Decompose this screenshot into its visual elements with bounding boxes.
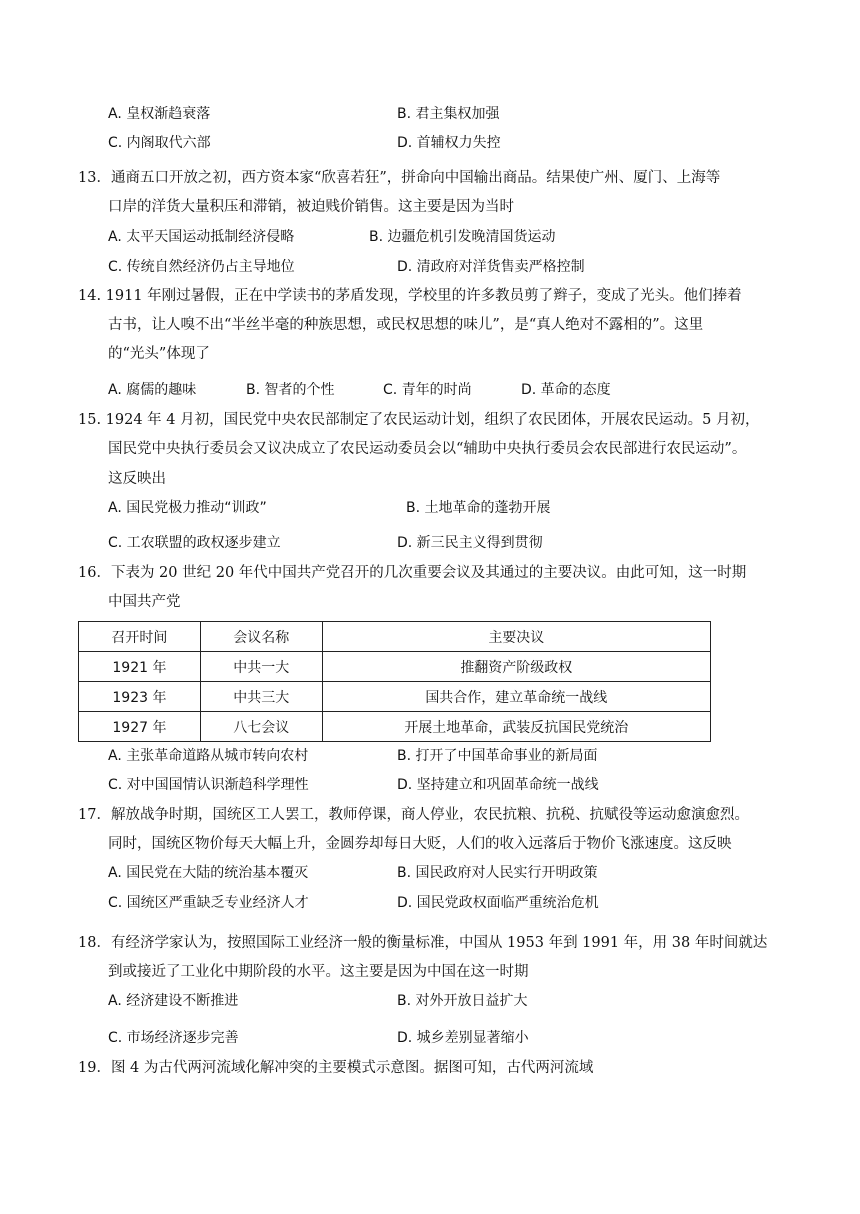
q18-option-b: B. 对外开放日益扩大 xyxy=(397,993,528,1009)
meetings-table xyxy=(78,621,711,742)
q15-stem-line-2: 国民党中央执行委员会又议决成立了农民运动委员会以“辅助中央执行委员会农民部进行农民运动”。 xyxy=(108,441,747,457)
q16-option-d: D. 坚持建立和巩固革命统一战线 xyxy=(397,777,599,793)
q15-option-b: B. 土地革命的蓬勃开展 xyxy=(406,500,551,516)
q12-option-c: C. 内阁取代六部 xyxy=(108,135,211,151)
q12-option-a: A. 皇权渐趋衰落 xyxy=(108,106,211,122)
table-header-row xyxy=(79,622,711,652)
q13-stem-line-1: 13．通商五口开放之初，西方资本家“欣喜若狂”，拼命向中国输出商品。结果使广州、厦门、上海等 xyxy=(78,170,721,186)
table-row xyxy=(79,712,711,742)
q16-stem-line-2: 中国共产党 xyxy=(108,594,181,610)
table-header-cell: 会议名称 xyxy=(200,622,322,652)
q13-option-a: A. 太平天国运动抵制经济侵略 xyxy=(108,229,295,245)
q14-option-b: B. 智者的个性 xyxy=(246,382,335,398)
q14-option-d: D. 革命的态度 xyxy=(521,382,611,398)
table-cell: 1921 年 xyxy=(79,652,201,682)
q14-stem-line-1: 14. 1911 年刚过暑假，正在中学读书的茅盾发现，学校里的许多教员剪了辫子，变成了光头。他们捧着 xyxy=(78,288,742,304)
q14-stem-line-3: 的“光头”体现了 xyxy=(108,346,210,362)
q13-option-c: C. 传统自然经济仍占主导地位 xyxy=(108,259,295,275)
q17-stem-line-1: 17．解放战争时期，国统区工人罢工，教师停课，商人停业，农民抗粮、抗税、抗赋役等运动愈演愈烈。 xyxy=(78,807,749,823)
table-cell: 中共一大 xyxy=(200,652,322,682)
q18-stem-line-2: 到或接近了工业化中期阶段的水平。这主要是因为中国在这一时期 xyxy=(108,964,529,980)
q17-option-a: A. 国民党在大陆的统治基本覆灭 xyxy=(108,865,309,881)
table-cell: 国共合作，建立革命统一战线 xyxy=(322,682,710,712)
table-cell: 1927 年 xyxy=(79,712,201,742)
q17-option-d: D. 国民党政权面临严重统治危机 xyxy=(397,895,599,911)
q15-option-c: C. 工农联盟的政权逐步建立 xyxy=(108,535,281,551)
q14-option-c: C. 青年的时尚 xyxy=(383,382,472,398)
q16-stem-line-1: 16．下表为 20 世纪 20 年代中国共产党召开的几次重要会议及其通过的主要决议。由此可知，这一时期 xyxy=(78,565,747,581)
table-cell: 开展土地革命，武装反抗国民党统治 xyxy=(322,712,710,742)
q14-option-a: A. 腐儒的趣味 xyxy=(108,382,197,398)
q15-stem-line-3: 这反映出 xyxy=(108,471,166,487)
q13-option-d: D. 清政府对洋货售卖严格控制 xyxy=(397,259,585,275)
table-cell: 八七会议 xyxy=(200,712,322,742)
q12-option-d: D. 首辅权力失控 xyxy=(397,135,501,151)
table-cell: 1923 年 xyxy=(79,682,201,712)
table-header-cell: 主要决议 xyxy=(322,622,710,652)
q19-stem-line-1: 19．图 4 为古代两河流域化解冲突的主要模式示意图。据图可知，古代两河流域 xyxy=(78,1060,594,1076)
q17-stem-line-2: 同时，国统区物价每天大幅上升，金圆券却每日大贬，人们的收入远落后于物价飞涨速度。这反映 xyxy=(108,836,732,852)
q15-option-a: A. 国民党极力推动“训政” xyxy=(108,500,267,516)
q13-stem-line-2: 口岸的洋货大量积压和滞销，被迫贱价销售。这主要是因为当时 xyxy=(108,199,514,215)
q17-option-b: B. 国民政府对人民实行开明政策 xyxy=(397,865,598,881)
q16-option-a: A. 主张革命道路从城市转向农村 xyxy=(108,748,309,764)
q18-option-c: C. 市场经济逐步完善 xyxy=(108,1030,239,1046)
table-cell: 中共三大 xyxy=(200,682,322,712)
q17-option-c: C. 国统区严重缺乏专业经济人才 xyxy=(108,895,309,911)
table-row xyxy=(79,682,711,712)
q16-option-b: B. 打开了中国革命事业的新局面 xyxy=(397,748,598,764)
q15-stem-line-1: 15. 1924 年 4 月初，国民党中央农民部制定了农民运动计划，组织了农民团体，开展农民运动。5 月初， xyxy=(78,412,760,428)
q18-stem-line-1: 18．有经济学家认为，按照国际工业经济一般的衡量标准，中国从 1953 年到 1991 年，用 38 年时间就达 xyxy=(78,935,768,951)
q18-option-d: D. 城乡差别显著缩小 xyxy=(397,1030,529,1046)
q15-option-d: D. 新三民主义得到贯彻 xyxy=(397,535,543,551)
table-cell: 推翻资产阶级政权 xyxy=(322,652,710,682)
q13-option-b: B. 边疆危机引发晚清国货运动 xyxy=(369,229,556,245)
q14-stem-line-2: 古书，让人嗅不出“半丝半毫的种族思想，或民权思想的味儿”，是“真人绝对不露相的”。这里 xyxy=(108,317,704,333)
table-row xyxy=(79,652,711,682)
q12-option-b: B. 君主集权加强 xyxy=(397,106,500,122)
q16-option-c: C. 对中国国情认识渐趋科学理性 xyxy=(108,777,309,793)
table-header-cell: 召开时间 xyxy=(79,622,201,652)
q18-option-a: A. 经济建设不断推进 xyxy=(108,993,239,1009)
